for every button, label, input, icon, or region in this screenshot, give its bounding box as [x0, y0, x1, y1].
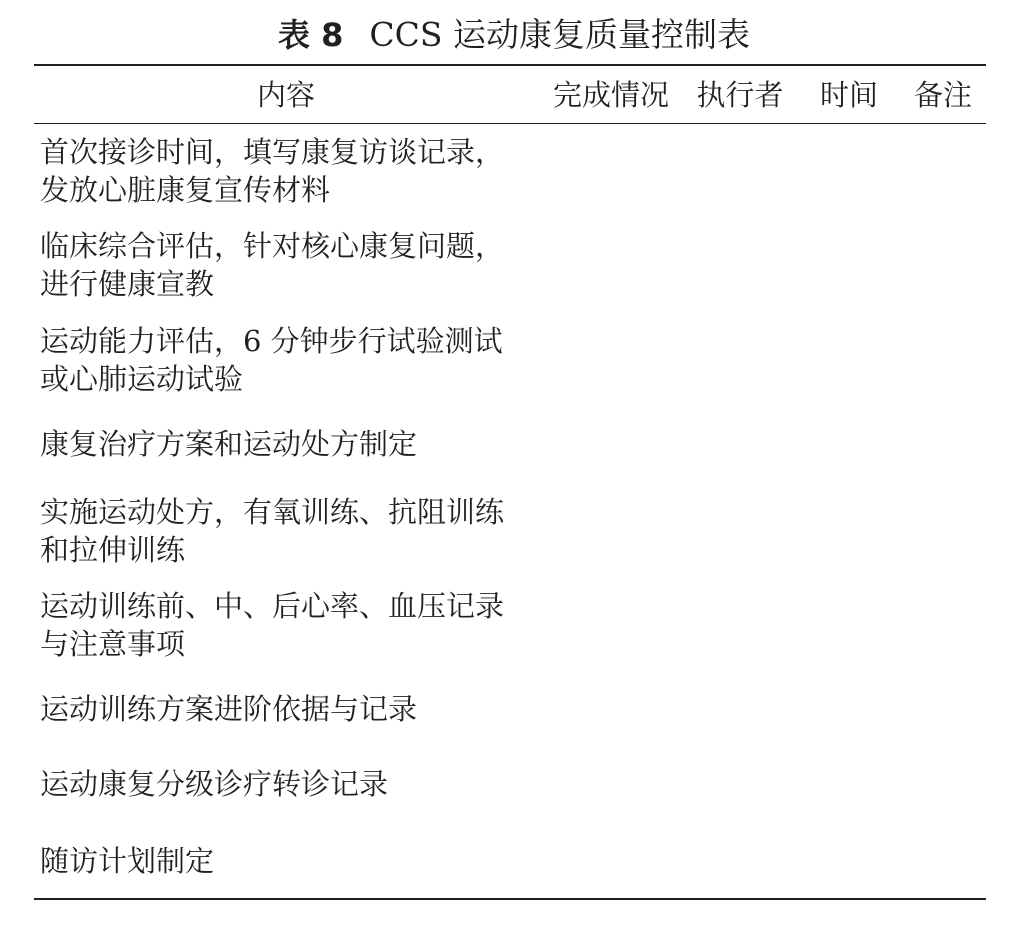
row-text-line: 发放心脏康复宣传材料 — [40, 173, 331, 207]
top-rule — [34, 64, 986, 66]
table-row — [40, 322, 540, 398]
row-text-line: 随访计划制定 — [40, 844, 215, 878]
table-row — [40, 842, 540, 880]
row-text-line: 运动训练方案进阶依据与记录 — [40, 692, 418, 726]
table-row — [40, 493, 540, 569]
table-row — [40, 227, 540, 303]
row-text-line: 实施运动处方，有氧训练、抗阻训练 — [40, 495, 505, 529]
table-row — [40, 133, 540, 209]
row-text-line: 与注意事项 — [40, 627, 186, 661]
table-number: 表 8 — [277, 16, 344, 54]
row-text-line: 和拉伸训练 — [40, 533, 186, 567]
row-text-line: 进行健康宣教 — [40, 267, 215, 301]
table-row — [40, 690, 540, 728]
table-row — [40, 425, 540, 463]
row-text-line: 临床综合评估，针对核心康复问题， — [40, 229, 505, 263]
row-text-line: 首次接诊时间，填写康复访谈记录， — [40, 135, 505, 169]
bottom-rule — [34, 898, 986, 900]
column-header-executor: 执行者 — [696, 78, 784, 112]
row-text-line: 运动能力评估，6 分钟步行试验测试 — [40, 324, 503, 358]
table-row — [40, 765, 540, 803]
header-rule — [34, 123, 986, 124]
column-header-content: 内容 — [256, 78, 315, 112]
row-text-line: 运动训练前、中、后心率、血压记录 — [40, 589, 505, 623]
column-header-status: 完成情况 — [552, 78, 669, 112]
row-text-line: 康复治疗方案和运动处方制定 — [40, 427, 418, 461]
row-text-line: 运动康复分级诊疗转诊记录 — [40, 767, 389, 801]
table-title — [0, 14, 1028, 56]
row-text-line: 或心肺运动试验 — [40, 362, 244, 396]
table-caption: CCS 运动康复质量控制表 — [369, 15, 751, 54]
column-header-time: 时间 — [819, 78, 878, 112]
table-row — [40, 587, 540, 663]
column-header-note: 备注 — [913, 78, 972, 112]
